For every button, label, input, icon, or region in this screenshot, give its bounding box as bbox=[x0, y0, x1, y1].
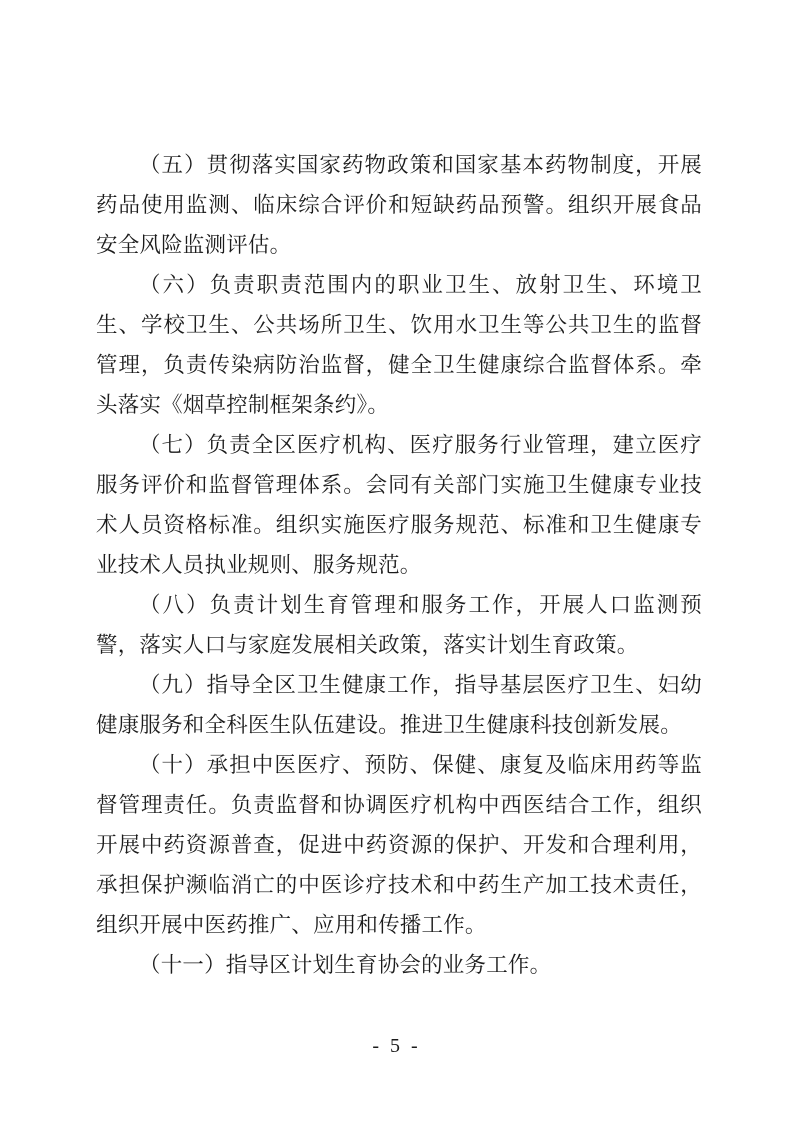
paragraph-item-6: （六）负责职责范围内的职业卫生、放射卫生、环境卫生、学校卫生、公共场所卫生、饮用水卫生等公共卫生的监督管理，负责传染病防治监督，健全卫生健康综合监督体系。牵头落实《烟草控制框架条约》。 bbox=[96, 273, 702, 417]
paragraph-item-10: （十）承担中医医疗、预防、保健、康复及临床用药等监督管理责任。负责监督和协调医疗机构中西医结合工作，组织开展中药资源普查，促进中药资源的保护、开发和合理利用，承担保护濒临消亡的中医诊疗技术和中药生产加工技术责任，组织开展中医药推广、应用和传播工作。 bbox=[96, 753, 702, 937]
paragraph-item-8: （八）负责计划生育管理和服务工作，开展人口监测预警，落实人口与家庭发展相关政策，落实计划生育政策。 bbox=[96, 593, 702, 657]
page-number: - 5 - bbox=[372, 1035, 421, 1057]
paragraph-item-7: （七）负责全区医疗机构、医疗服务行业管理，建立医疗服务评价和监督管理体系。会同有关部门实施卫生健康专业技术人员资格标准。组织实施医疗服务规范、标准和卫生健康专业技术人员执业规则、服务规范。 bbox=[96, 433, 702, 577]
paragraph-item-5: （五）贯彻落实国家药物政策和国家基本药物制度，开展药品使用监测、临床综合评价和短缺药品预警。组织开展食品安全风险监测评估。 bbox=[96, 153, 702, 257]
document-body bbox=[96, 145, 702, 985]
paragraph-item-9: （九）指导全区卫生健康工作，指导基层医疗卫生、妇幼健康服务和全科医生队伍建设。推进卫生健康科技创新发展。 bbox=[96, 673, 702, 737]
paragraph-item-11: （十一）指导区计划生育协会的业务工作。 bbox=[139, 953, 552, 977]
